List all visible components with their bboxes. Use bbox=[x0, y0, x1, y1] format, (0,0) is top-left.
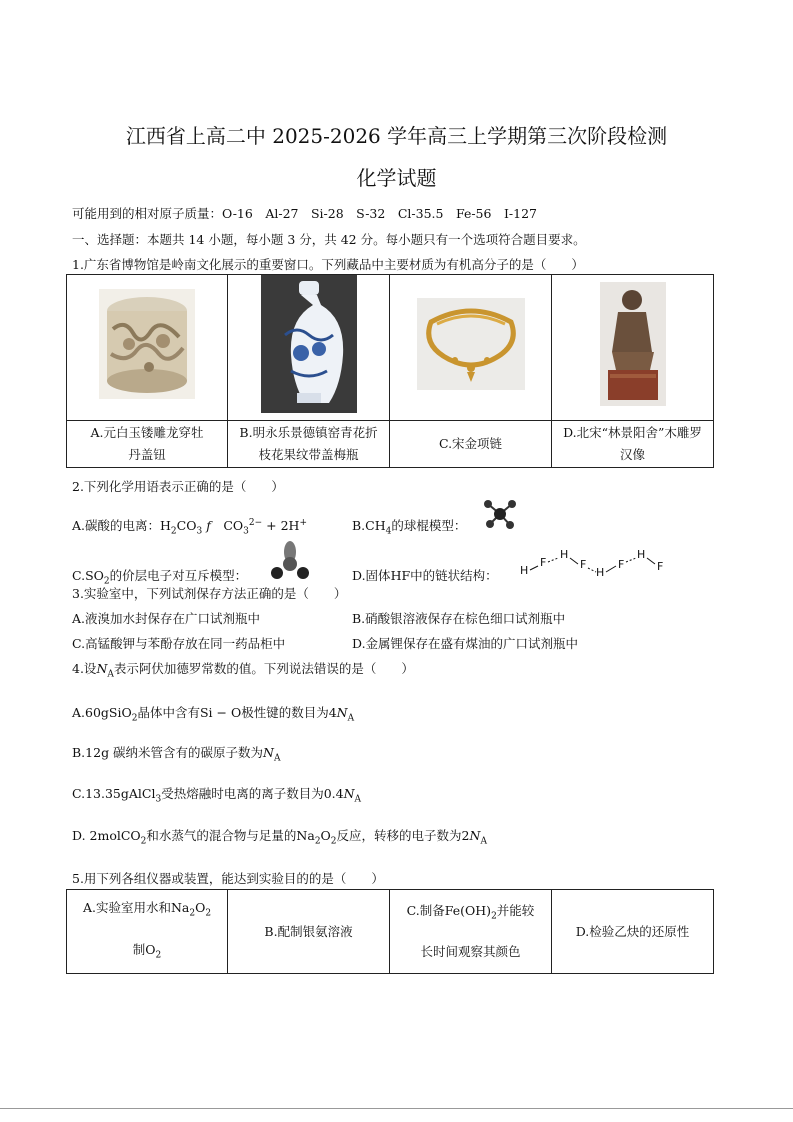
q2-stem: 2.下列化学用语表示正确的是（ ） bbox=[72, 479, 284, 494]
q1-image-d bbox=[552, 275, 714, 421]
q2-option-b: $B.CH_4$的球棍模型： bbox=[352, 518, 467, 537]
q1-option-c: C.宋金项链 bbox=[390, 421, 552, 468]
section-heading: 一、选择题：本题共 14 小题，每小题 3 分，共 42 分。每小题只有一个选项符合题目要求。 bbox=[72, 232, 586, 247]
page-subtitle: 化学试题 bbox=[356, 166, 437, 190]
q5-option-b: B.配制银氨溶液 bbox=[228, 890, 390, 974]
svg-text:H: H bbox=[596, 566, 605, 578]
q5-table bbox=[66, 889, 714, 974]
atomic-masses: 可能用到的相对原子质量：O-16 Al-27 Si-28 S-32 Cl-35.5 Fe-56 I-127 bbox=[72, 206, 537, 221]
q4-option-d: D. 2molCO$_2$和水蒸气的混合物与足量的$Na_2O_2$反应，转移的电子数为$2N_A$ bbox=[72, 828, 487, 847]
svg-text:H: H bbox=[637, 548, 646, 561]
svg-text:F: F bbox=[540, 556, 547, 569]
q3-option-c: C.高锰酸钾与苯酚存放在同一药品柜中 bbox=[72, 636, 286, 651]
svg-text:H: H bbox=[520, 564, 529, 577]
q5-option-c: C.制备$Fe(OH)_2$并能较 长时间观察其颜色 bbox=[390, 890, 552, 974]
q1-stem: 1.广东省博物馆是岭南文化展示的重要窗口。下列藏品中主要材质为有机高分子的是（ ） bbox=[72, 257, 584, 272]
wood-carving-image bbox=[600, 282, 666, 406]
q5-option-a: A.实验室用水和$Na_2O_2$ 制$O_2$ bbox=[67, 890, 228, 974]
q4-option-a: A.60gSiO$_2$晶体中含有Si − O极性键的数目为$4N_A$ bbox=[72, 705, 355, 724]
q1-table bbox=[66, 274, 714, 468]
ch4-ball-stick-model-icon bbox=[482, 498, 518, 530]
q5-option-d: D.检验乙炔的还原性 bbox=[552, 890, 714, 974]
footer-divider bbox=[0, 1108, 793, 1109]
q3-stem: 3.实验室中，下列试剂保存方法正确的是（ ） bbox=[72, 586, 347, 601]
q1-option-b: B.明永乐景德镇窑青花折枝花果纹带盖梅瓶 bbox=[228, 421, 390, 468]
svg-text:F: F bbox=[618, 558, 625, 571]
svg-text:F: F bbox=[657, 560, 664, 573]
gold-necklace-image bbox=[417, 298, 525, 390]
svg-text:H: H bbox=[560, 548, 569, 561]
jade-carving-image bbox=[99, 289, 195, 399]
q5-stem: 5.用下列各组仪器或装置，能达到实验目的的是（ ） bbox=[72, 871, 384, 886]
svg-text:F: F bbox=[580, 558, 587, 571]
q1-image-a bbox=[67, 275, 228, 421]
q1-image-c bbox=[390, 275, 552, 421]
q3-option-d: D.金属锂保存在盛有煤油的广口试剂瓶中 bbox=[352, 636, 579, 651]
q3-option-a: A.液溴加水封保存在广口试剂瓶中 bbox=[72, 611, 261, 626]
so2-vsepr-model-icon bbox=[270, 540, 310, 580]
page-title: 江西省上高二中 2025-2026 学年高三上学期第三次阶段检测 bbox=[125, 124, 668, 148]
q1-option-d: D.北宋“林景阳舍”木雕罗汉像 bbox=[552, 421, 714, 468]
q4-option-c: C.13.35gAlCl$_3$受热熔融时电离的离子数目为$0.4N_A$ bbox=[72, 786, 362, 805]
blue-white-vase-image bbox=[261, 275, 357, 413]
q2-option-d: D.固体HF中的链状结构： bbox=[352, 568, 498, 583]
q1-image-b bbox=[228, 275, 390, 421]
q2-option-a: A.碳酸的电离：$H_2CO_3$ f $CO_3^{2-} + 2H^+$ bbox=[72, 517, 307, 537]
hf-chain-structure-icon bbox=[520, 548, 666, 578]
q4-stem: 4.设$N_A$表示阿伏加德罗常数的值。下列说法错误的是（ ） bbox=[72, 661, 414, 680]
q1-option-a: A.元白玉镂雕龙穿牡丹盖钮 bbox=[67, 421, 228, 468]
q3-option-b: B.硝酸银溶液保存在棕色细口试剂瓶中 bbox=[352, 611, 566, 626]
q2-option-c: $C.SO_2$的价层电子对互斥模型： bbox=[72, 568, 248, 587]
q4-option-b: B.12g 碳纳米管含有的碳原子数为$N_A$ bbox=[72, 745, 281, 764]
